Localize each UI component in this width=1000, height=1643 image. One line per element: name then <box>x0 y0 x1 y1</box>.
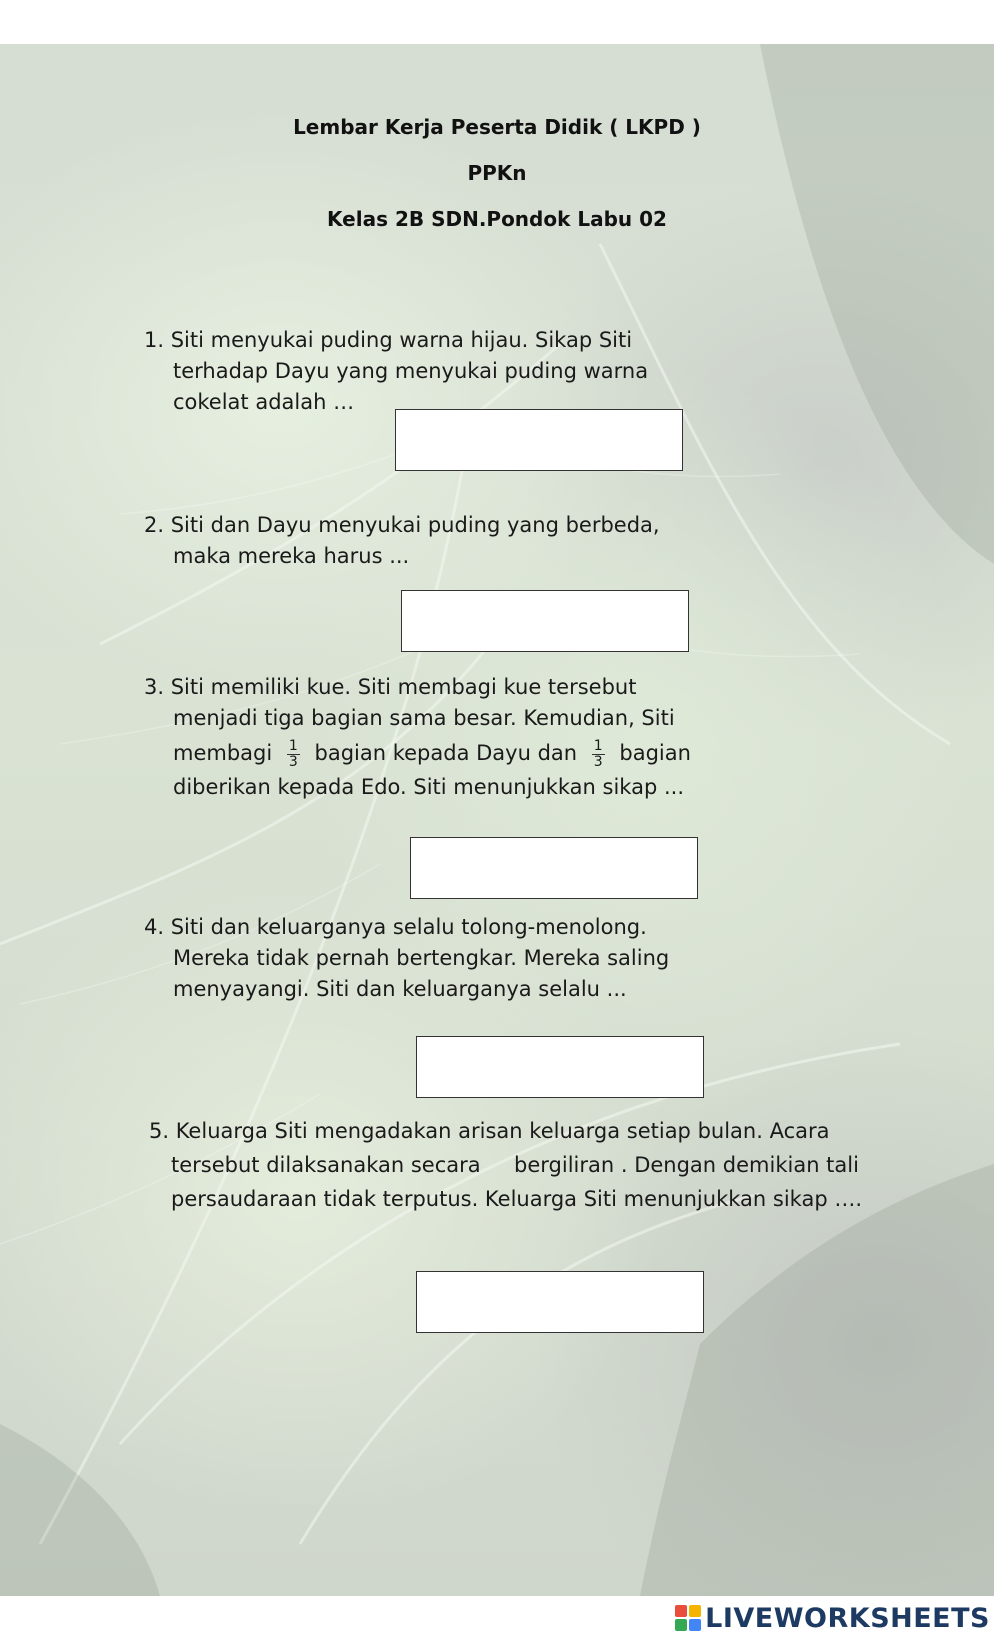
question-5-line-1: 5. Keluarga Siti mengadakan arisan keluarga setiap bulan. Acara <box>149 1119 830 1143</box>
question-5 <box>149 1114 862 1216</box>
question-4-line-3: menyayangi. Siti dan keluarganya selalu ... <box>173 977 627 1001</box>
fraction-1-numerator: 1 <box>288 737 298 754</box>
question-4 <box>144 912 669 1005</box>
question-4-line-2: Mereka tidak pernah bertengkar. Mereka saling <box>173 946 670 970</box>
liveworksheets-footer[interactable] <box>675 1598 990 1638</box>
question-3-line-2: menjadi tiga bagian sama besar. Kemudian, Siti <box>173 706 675 730</box>
question-2 <box>144 510 660 572</box>
logo-square-blue <box>689 1619 701 1631</box>
question-3-text-c: bagian <box>619 741 691 765</box>
answer-box-3[interactable] <box>410 837 698 899</box>
question-1-line-1: 1. Siti menyukai puding warna hijau. Sikap Siti <box>144 328 633 352</box>
question-1-line-3: cokelat adalah … <box>173 390 355 414</box>
question-1-line-2: terhadap Dayu yang menyukai puding warna <box>173 359 649 383</box>
question-2-line-1: 2. Siti dan Dayu menyukai puding yang berbeda, <box>144 513 660 537</box>
logo-square-yellow <box>689 1605 701 1617</box>
liveworksheets-brand[interactable]: LIVEWORKSHEETS <box>705 1602 990 1634</box>
question-4-line-1: 4. Siti dan keluarganya selalu tolong-menolong. <box>144 915 647 939</box>
liveworksheets-logo-icon <box>675 1605 701 1631</box>
fraction-one-third-1 <box>287 739 300 770</box>
question-3-line-3 <box>144 738 691 770</box>
worksheet-title: Lembar Kerja Peserta Didik ( LKPD ) <box>293 115 701 139</box>
fraction-1-denominator: 3 <box>288 753 298 770</box>
answer-box-1[interactable] <box>395 409 683 471</box>
worksheet-page <box>0 44 994 1596</box>
answer-box-5[interactable] <box>416 1271 704 1333</box>
fraction-2-numerator: 1 <box>593 737 603 754</box>
question-3 <box>144 672 691 803</box>
worksheet-class: Kelas 2B SDN.Pondok Labu 02 <box>327 207 667 231</box>
fraction-one-third-2 <box>592 739 605 770</box>
question-2-line-2: maka mereka harus ... <box>173 544 410 568</box>
question-1 <box>144 325 648 418</box>
worksheet-subject: PPKn <box>467 161 527 185</box>
leaf-background-image <box>0 44 994 1596</box>
fraction-2-denominator: 3 <box>593 753 603 770</box>
answer-box-2[interactable] <box>401 590 689 652</box>
question-5-line-2: tersebut dilaksanakan secara bergiliran . Dengan demikian tali <box>171 1153 859 1177</box>
question-3-line-4: diberikan kepada Edo. Siti menunjukkan sikap ... <box>173 774 684 799</box>
question-5-line-3: persaudaraan tidak terputus. Keluarga Siti menunjukkan sikap …. <box>171 1187 863 1211</box>
question-3-text-a: membagi <box>173 741 273 765</box>
question-3-text-b: bagian kepada Dayu dan <box>314 741 578 765</box>
logo-square-green <box>675 1619 687 1631</box>
answer-box-4[interactable] <box>416 1036 704 1098</box>
question-3-line-1: 3. Siti memiliki kue. Siti membagi kue tersebut <box>144 675 637 699</box>
logo-square-red <box>675 1605 687 1617</box>
